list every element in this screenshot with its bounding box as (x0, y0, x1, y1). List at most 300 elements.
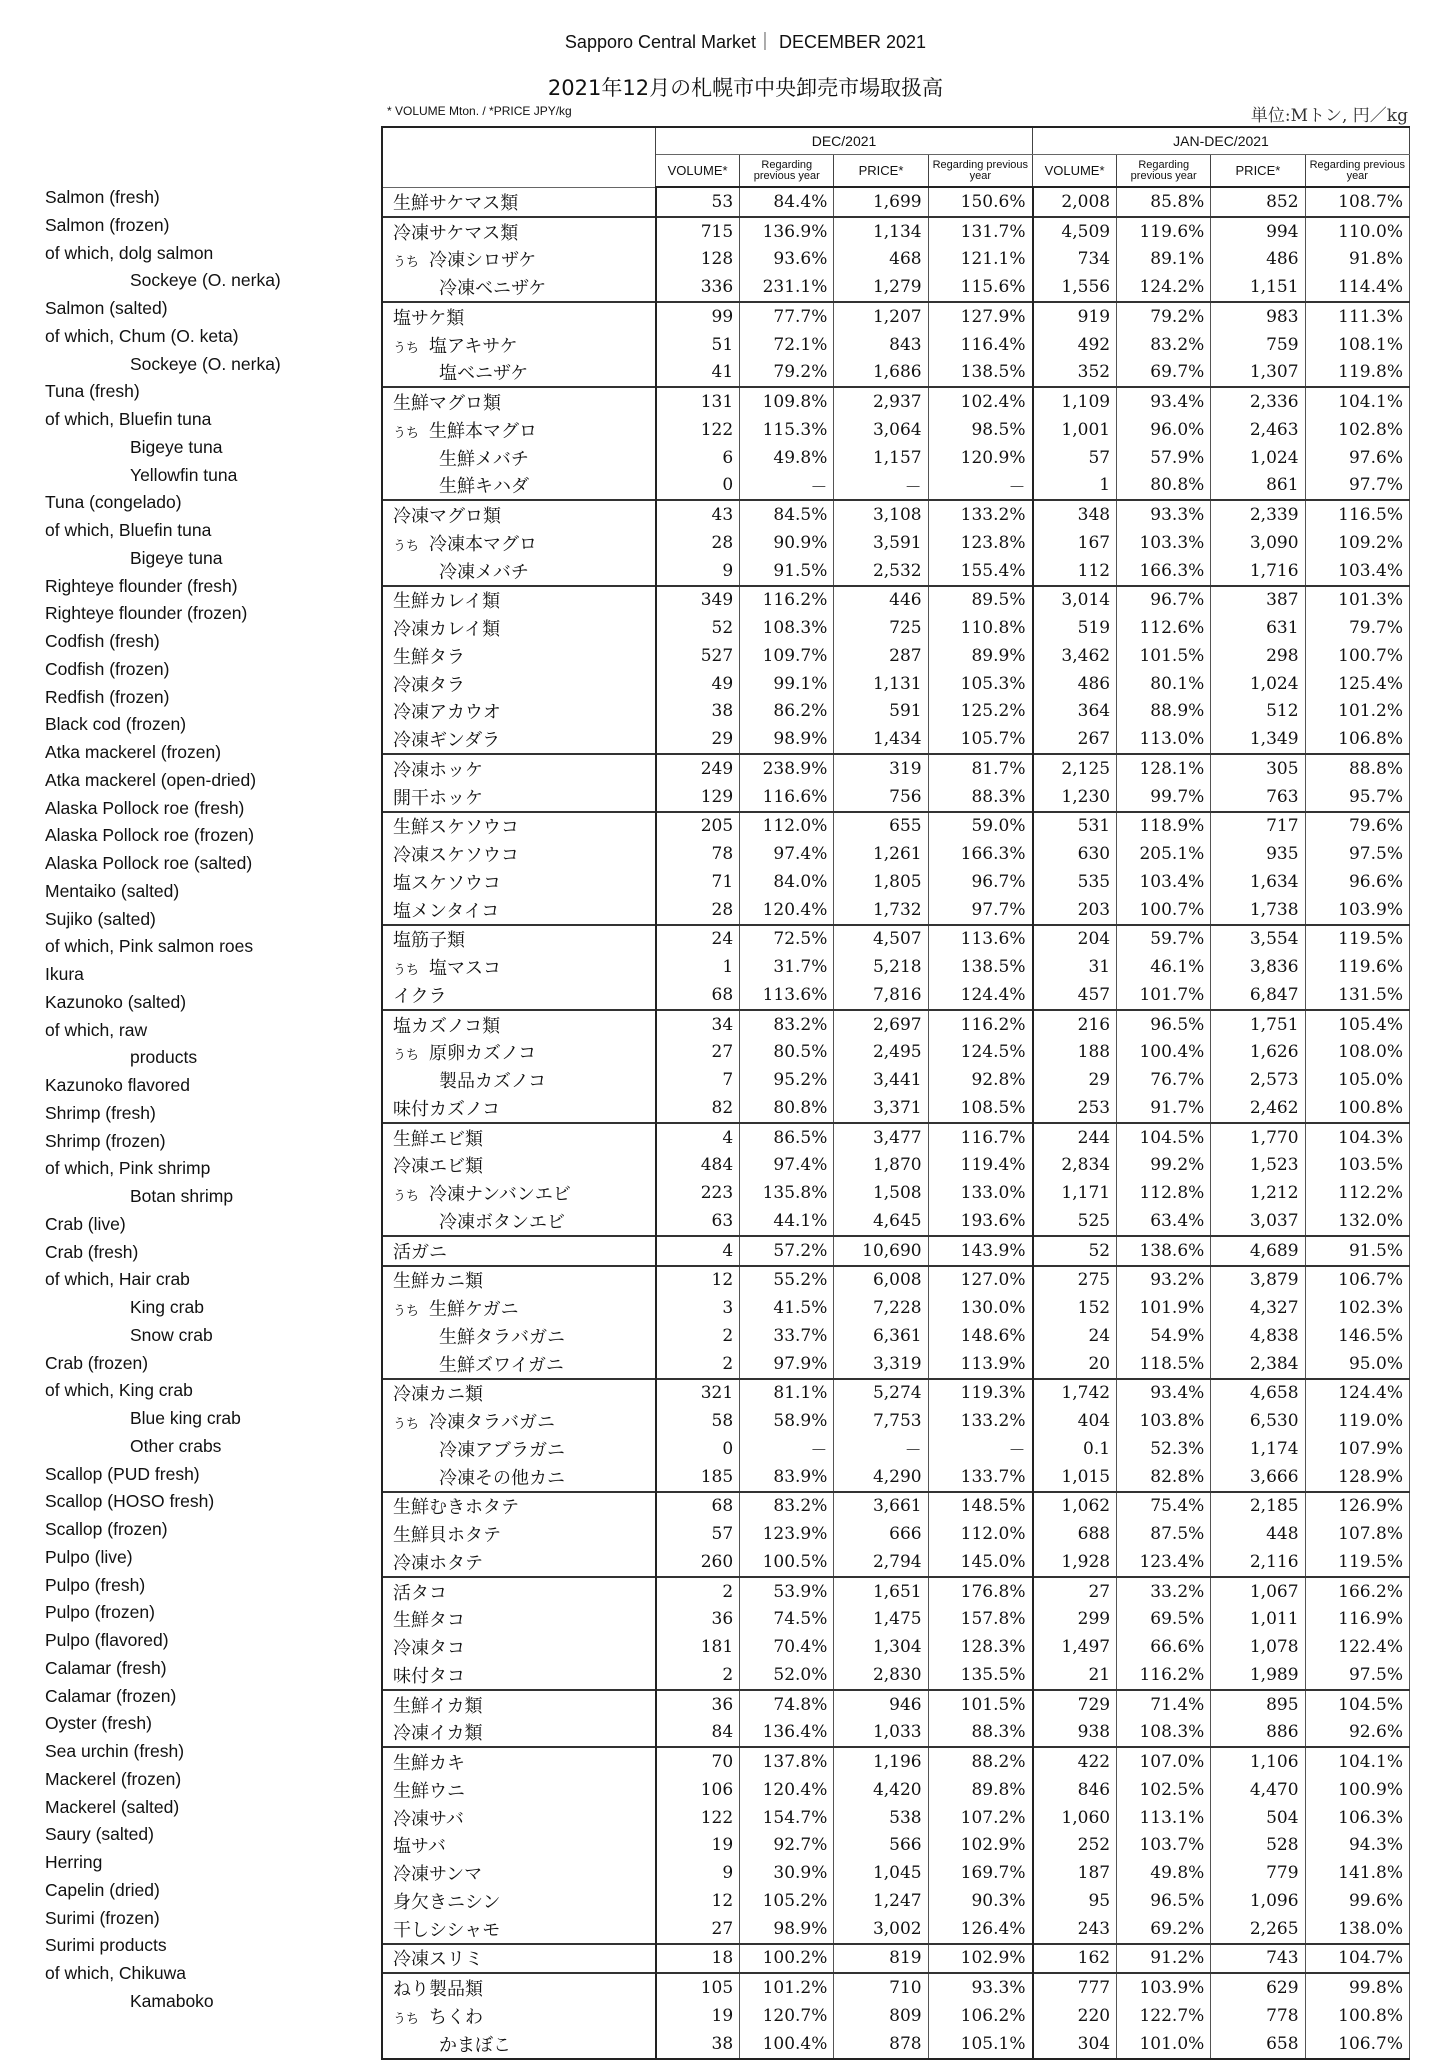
value-cell: 99.1% (740, 670, 834, 698)
value-cell: 122.7% (1117, 2002, 1211, 2030)
value-cell: 97.4% (740, 1152, 834, 1180)
value-cell: 468 (834, 246, 928, 274)
value-cell: 6,530 (1211, 1407, 1305, 1435)
value-cell: 152 (1033, 1294, 1117, 1322)
value-cell: 95 (1033, 1887, 1117, 1915)
table-row (382, 1832, 1410, 1860)
table-row (382, 868, 1410, 896)
value-cell: 2,697 (834, 1010, 928, 1039)
value-cell: 58 (656, 1407, 740, 1435)
value-cell: 54.9% (1117, 1322, 1211, 1350)
value-cell: 6,008 (834, 1266, 928, 1295)
value-cell: 1,045 (834, 1859, 928, 1887)
value-cell: 113.6% (928, 925, 1032, 954)
jp-item-text: 冷凍サケマス類 (393, 222, 519, 244)
table-row (382, 500, 1410, 529)
row-label: Herring (45, 1852, 103, 1872)
table-row (382, 2002, 1410, 2030)
value-cell: 31 (1033, 953, 1117, 981)
value-cell: 1,174 (1211, 1435, 1305, 1463)
jp-item-name (382, 925, 656, 954)
value-cell: 504 (1211, 1804, 1305, 1832)
value-cell: 108.7% (1305, 187, 1409, 217)
jp-item-name (382, 1207, 656, 1236)
value-cell: 166.3% (928, 840, 1032, 868)
value-cell: 79.6% (1305, 812, 1409, 841)
jp-item-text: 冷凍カレイ類 (393, 619, 501, 641)
value-cell: 79.2% (740, 359, 834, 388)
value-cell: 128.3% (928, 1633, 1032, 1661)
row-label: Salmon (fresh) (45, 187, 160, 207)
value-cell: 231.1% (740, 273, 834, 302)
table-row (382, 840, 1410, 868)
value-cell: 763 (1211, 783, 1305, 812)
value-cell: 519 (1033, 614, 1117, 642)
value-cell: 80.8% (740, 1094, 834, 1123)
value-cell: 41 (656, 359, 740, 388)
jp-item-text: 活タコ (393, 1582, 447, 1604)
table-row (382, 1944, 1410, 1974)
value-cell: 138.6% (1117, 1236, 1211, 1266)
value-cell: 321 (656, 1379, 740, 1408)
group-header-dec: DEC/2021 (656, 127, 1033, 155)
value-cell: 3,319 (834, 1350, 928, 1379)
value-cell: 3,666 (1211, 1463, 1305, 1492)
value-cell: 84.0% (740, 868, 834, 896)
row-label: Oyster (fresh) (45, 1713, 152, 1734)
jp-item-name (382, 2002, 656, 2030)
value-cell: 93.6% (740, 246, 834, 274)
row-label: Surimi (frozen) (45, 1907, 160, 1928)
value-cell: 96.5% (1117, 1887, 1211, 1915)
table-row (382, 387, 1410, 416)
jp-item-text: 冷凍メバチ (439, 561, 529, 583)
value-cell: 112.2% (1305, 1179, 1409, 1207)
value-cell: 123.9% (740, 1520, 834, 1548)
value-cell: 446 (834, 586, 928, 615)
value-cell: 110.8% (928, 614, 1032, 642)
table-row (382, 1548, 1410, 1577)
value-cell: 27 (1033, 1577, 1117, 1606)
value-cell: 96.0% (1117, 416, 1211, 444)
jp-item-text: 冷凍タラバガニ (429, 1412, 556, 1434)
table-row (382, 472, 1410, 501)
jp-item-name (382, 246, 656, 274)
value-cell: 715 (656, 217, 740, 246)
value-cell: 71 (656, 868, 740, 896)
jp-item-text: 冷凍ホッケ (393, 759, 483, 781)
value-cell: 484 (656, 1152, 740, 1180)
value-cell: 2,185 (1211, 1492, 1305, 1521)
value-cell: 100.2% (740, 1944, 834, 1974)
value-cell: 1,742 (1033, 1379, 1117, 1408)
value-cell: 176.8% (928, 1577, 1032, 1606)
value-cell: 133.0% (928, 1179, 1032, 1207)
value-cell: 3,064 (834, 416, 928, 444)
value-cell: 658 (1211, 2030, 1305, 2059)
value-cell: 101.5% (1117, 642, 1211, 670)
jp-item-name (382, 1350, 656, 1379)
table-row (382, 896, 1410, 925)
of-which-marker: うち (393, 2011, 420, 2027)
value-cell: 299 (1033, 1606, 1117, 1634)
value-cell: 267 (1033, 725, 1117, 754)
value-cell: 74.8% (740, 1690, 834, 1719)
jp-item-text: 冷凍ナンバンエビ (429, 1184, 571, 1206)
value-cell: 1,207 (834, 302, 928, 331)
jp-item-name (382, 1407, 656, 1435)
value-cell: 143.9% (928, 1236, 1032, 1266)
row-label: of which, Bluefin tuna (45, 409, 212, 429)
value-cell: 96.7% (1117, 586, 1211, 615)
row-label: of which, Pink shrimp (45, 1158, 211, 1179)
jp-item-name (382, 500, 656, 529)
value-cell: 102.9% (928, 1832, 1032, 1860)
row-label: of which, dolg salmon (45, 242, 214, 263)
value-cell: 59.0% (928, 812, 1032, 841)
value-cell: 3,014 (1033, 586, 1117, 615)
table-row (382, 783, 1410, 812)
value-cell: 34 (656, 1010, 740, 1039)
value-cell: 101.5% (928, 1690, 1032, 1719)
value-cell: 1,247 (834, 1887, 928, 1915)
jp-item-name (382, 472, 656, 501)
value-cell: 4,645 (834, 1207, 928, 1236)
jp-item-name (382, 896, 656, 925)
value-cell: 861 (1211, 472, 1305, 501)
value-cell: 12 (656, 1266, 740, 1295)
value-cell: 136.9% (740, 217, 834, 246)
value-cell: 187 (1033, 1859, 1117, 1887)
value-cell: 777 (1033, 1973, 1117, 2002)
jp-item-text: 生鮮タラ (393, 646, 465, 668)
value-cell: 125.2% (928, 698, 1032, 726)
value-cell: 104.5% (1305, 1690, 1409, 1719)
value-cell: 104.3% (1305, 1123, 1409, 1152)
value-cell: 86.2% (740, 698, 834, 726)
value-cell: 935 (1211, 840, 1305, 868)
value-cell: 304 (1033, 2030, 1117, 2059)
value-cell: 116.2% (1117, 1661, 1211, 1690)
value-cell: 2 (656, 1661, 740, 1690)
value-cell: 1,434 (834, 725, 928, 754)
value-cell: 115.3% (740, 416, 834, 444)
jp-item-text: 生鮮メバチ (439, 448, 529, 470)
jp-item-text: 原卵カズノコ (429, 1043, 537, 1065)
value-cell: 4,290 (834, 1463, 928, 1492)
value-cell: 124.4% (1305, 1379, 1409, 1408)
row-label: of which, Bluefin tuna (45, 520, 212, 540)
value-cell: 103.5% (1305, 1152, 1409, 1180)
of-which-marker: うち (393, 425, 420, 441)
value-cell: 154.7% (740, 1804, 834, 1832)
jp-item-text: 冷凍ホタテ (393, 1552, 483, 1574)
jp-item-text: 冷凍シロザケ (429, 250, 537, 272)
value-cell: 717 (1211, 812, 1305, 841)
value-cell: 113.0% (1117, 725, 1211, 754)
value-cell: 121.1% (928, 246, 1032, 274)
value-cell: 44.1% (740, 1207, 834, 1236)
value-cell: 112.6% (1117, 614, 1211, 642)
value-cell: 96.6% (1305, 868, 1409, 896)
value-cell: 734 (1033, 246, 1117, 274)
value-cell: 125.4% (1305, 670, 1409, 698)
value-cell: 655 (834, 812, 928, 841)
value-cell: 94.3% (1305, 1832, 1409, 1860)
value-cell: 33.7% (740, 1322, 834, 1350)
value-cell: 275 (1033, 1266, 1117, 1295)
value-cell: 133.2% (928, 1407, 1032, 1435)
value-cell: 81.7% (928, 754, 1032, 783)
value-cell: 49.8% (740, 444, 834, 472)
value-cell: 729 (1033, 1690, 1117, 1719)
value-cell: 2,462 (1211, 1094, 1305, 1123)
value-cell: 70.4% (740, 1633, 834, 1661)
value-cell: 99 (656, 302, 740, 331)
value-cell: 100.5% (740, 1548, 834, 1577)
value-cell: 133.7% (928, 1463, 1032, 1492)
value-cell: 98.9% (740, 1915, 834, 1944)
value-cell: 486 (1211, 246, 1305, 274)
row-label: of which, Chikuwa (45, 1963, 187, 1983)
jp-item-name (382, 840, 656, 868)
value-cell: 91.5% (1305, 1236, 1409, 1266)
value-cell: 27 (656, 1039, 740, 1067)
value-cell: 83.2% (740, 1492, 834, 1521)
value-cell: 260 (656, 1548, 740, 1577)
value-cell: 167 (1033, 529, 1117, 557)
jp-item-text: 冷凍サバ (393, 1808, 464, 1830)
value-cell: 105.2% (740, 1887, 834, 1915)
value-cell: 95.7% (1305, 783, 1409, 812)
row-label: Kamaboko (130, 1990, 214, 2011)
value-cell: 118.9% (1117, 812, 1211, 841)
value-cell: 205.1% (1117, 840, 1211, 868)
value-cell: 666 (834, 1520, 928, 1548)
value-cell: 1,732 (834, 896, 928, 925)
japanese-title: 2021年12月の札幌市中央卸売市場取扱高 (547, 76, 944, 100)
table-row (382, 273, 1410, 302)
value-cell: 97.4% (740, 840, 834, 868)
value-cell: 46.1% (1117, 953, 1211, 981)
value-cell: 7,753 (834, 1407, 928, 1435)
jp-item-name (382, 1804, 656, 1832)
jp-item-text: 塩筋子類 (393, 930, 465, 952)
table-row (382, 1776, 1410, 1804)
value-cell: 1,349 (1211, 725, 1305, 754)
value-cell: 92.7% (740, 1832, 834, 1860)
jp-item-text: 塩カズノコ類 (393, 1015, 501, 1037)
value-cell: 80.8% (1117, 472, 1211, 501)
value-cell: 108.5% (928, 1094, 1032, 1123)
value-cell: 104.5% (1117, 1123, 1211, 1152)
value-cell: 116.9% (1305, 1606, 1409, 1634)
jp-item-text: 冷凍その他カニ (439, 1467, 565, 1489)
value-cell: 118.5% (1117, 1350, 1211, 1379)
jp-item-text: 生鮮サケマス類 (393, 192, 519, 214)
value-cell: 525 (1033, 1207, 1117, 1236)
row-label: Crab (fresh) (45, 1241, 139, 1262)
table-row (382, 953, 1410, 981)
value-cell: 123.4% (1117, 1548, 1211, 1577)
value-cell: 127.0% (928, 1266, 1032, 1295)
value-cell: 243 (1033, 1915, 1117, 1944)
value-cell: 203 (1033, 896, 1117, 925)
value-cell: 169.7% (928, 1859, 1032, 1887)
table-row (382, 187, 1410, 217)
jp-item-text: 塩スケソウコ (393, 872, 501, 894)
value-cell: － (740, 472, 834, 501)
value-cell: 97.7% (928, 896, 1032, 925)
value-cell: 135.8% (740, 1179, 834, 1207)
value-cell: 132.0% (1305, 1207, 1409, 1236)
value-cell: 112.0% (740, 812, 834, 841)
value-cell: 141.8% (1305, 1859, 1409, 1887)
value-cell: 1,078 (1211, 1633, 1305, 1661)
value-cell: 38 (656, 698, 740, 726)
value-cell: 96.5% (1117, 1010, 1211, 1039)
value-cell: 2,463 (1211, 416, 1305, 444)
value-cell: 631 (1211, 614, 1305, 642)
jp-item-text: ちくわ (429, 2006, 484, 2028)
jp-item-name (382, 1859, 656, 1887)
value-cell: 63 (656, 1207, 740, 1236)
value-cell: 18 (656, 1944, 740, 1974)
value-cell: 97.5% (1305, 1661, 1409, 1690)
jp-item-name (382, 1690, 656, 1719)
jp-item-text: 生鮮イカ類 (393, 1695, 483, 1717)
value-cell: 404 (1033, 1407, 1117, 1435)
value-cell: 101.2% (1305, 698, 1409, 726)
value-cell: 97.6% (1305, 444, 1409, 472)
jp-item-name (382, 1915, 656, 1944)
jp-item-text: 冷凍アカウオ (393, 702, 501, 724)
value-cell: 535 (1033, 868, 1117, 896)
jp-item-text: かまぼこ (439, 2034, 511, 2056)
jp-item-text: 冷凍イカ類 (393, 1723, 483, 1745)
value-cell: － (928, 1435, 1032, 1463)
table-row (382, 1435, 1410, 1463)
row-label: Kazunoko (salted) (45, 991, 187, 1012)
value-cell: － (928, 472, 1032, 501)
value-cell: 52 (1033, 1236, 1117, 1266)
value-cell: 1,523 (1211, 1152, 1305, 1180)
value-cell: 103.4% (1117, 868, 1211, 896)
units-label: 単位:Mトン, 円／kg (1250, 106, 1408, 126)
value-cell: 128.1% (1117, 754, 1211, 783)
value-cell: 95.0% (1305, 1350, 1409, 1379)
value-cell: 895 (1211, 1690, 1305, 1719)
table-row (382, 1719, 1410, 1748)
value-cell: 1,634 (1211, 868, 1305, 896)
value-cell: 24 (656, 925, 740, 954)
value-cell: 88.9% (1117, 698, 1211, 726)
jp-item-text: 塩メンタイコ (393, 900, 500, 922)
value-cell: 29 (1033, 1066, 1117, 1094)
value-cell: 3,462 (1033, 642, 1117, 670)
value-cell: 138.0% (1305, 1915, 1409, 1944)
value-cell: 1,024 (1211, 444, 1305, 472)
value-cell: 99.7% (1117, 783, 1211, 812)
value-cell: 92.8% (928, 1066, 1032, 1094)
table-row (382, 1690, 1410, 1719)
value-cell: 33.2% (1117, 1577, 1211, 1606)
row-label: Pulpo (fresh) (45, 1574, 146, 1595)
jp-item-name (382, 1520, 656, 1548)
value-cell: 287 (834, 642, 928, 670)
value-cell: 0 (656, 472, 740, 501)
market-data-table (381, 126, 1410, 2060)
value-cell: 4,658 (1211, 1379, 1305, 1408)
value-cell: 69.7% (1117, 359, 1211, 388)
value-cell: 135.5% (928, 1661, 1032, 1690)
value-cell: 512 (1211, 698, 1305, 726)
jp-item-name (382, 444, 656, 472)
value-cell: 4,838 (1211, 1322, 1305, 1350)
value-cell: 1,096 (1211, 1887, 1305, 1915)
jp-item-name (382, 1266, 656, 1295)
value-cell: 122 (656, 1804, 740, 1832)
value-cell: 145.0% (928, 1548, 1032, 1577)
jp-item-text: 冷凍タコ (393, 1638, 465, 1660)
jp-item-text: 冷凍アブラガニ (439, 1439, 565, 1461)
jp-item-name (382, 331, 656, 359)
value-cell: 99.8% (1305, 1973, 1409, 2002)
row-label: Sea urchin (fresh) (45, 1741, 185, 1761)
value-cell: 150.6% (928, 187, 1032, 217)
jp-item-text: 冷凍エビ類 (393, 1156, 483, 1178)
value-cell: 103.3% (1117, 529, 1211, 557)
value-cell: 1 (656, 953, 740, 981)
value-cell: 162 (1033, 1944, 1117, 1974)
jp-item-text: 生鮮タラバガニ (439, 1326, 565, 1348)
group-header-jan-dec: JAN-DEC/2021 (1033, 127, 1410, 155)
value-cell: 1,279 (834, 273, 928, 302)
value-cell: 109.8% (740, 387, 834, 416)
value-cell: 122 (656, 416, 740, 444)
value-cell: 100.8% (1305, 1094, 1409, 1123)
value-cell: 1,738 (1211, 896, 1305, 925)
value-cell: 101.2% (740, 1973, 834, 2002)
value-cell: 148.5% (928, 1492, 1032, 1521)
jp-item-text: 冷凍マグロ類 (393, 506, 501, 528)
value-cell: 55.2% (740, 1266, 834, 1295)
value-cell: 6,361 (834, 1322, 928, 1350)
jp-item-name (382, 1236, 656, 1266)
table-row (382, 812, 1410, 841)
value-cell: 2,008 (1033, 187, 1117, 217)
jp-item-name (382, 529, 656, 557)
jp-item-text: 生鮮スケソウコ (393, 817, 519, 839)
value-cell: 93.3% (1117, 500, 1211, 529)
jp-item-name (382, 557, 656, 586)
value-cell: 78 (656, 840, 740, 868)
value-cell: 759 (1211, 331, 1305, 359)
value-cell: 0.1 (1033, 1435, 1117, 1463)
value-cell: 115.6% (928, 273, 1032, 302)
table-row (382, 1152, 1410, 1180)
table-row (382, 1915, 1410, 1944)
column-header: VOLUME* (1033, 155, 1117, 188)
row-label: Yellowfin tuna (130, 464, 238, 485)
table-row (382, 1606, 1410, 1634)
value-cell: 1,497 (1033, 1633, 1117, 1661)
value-cell: 252 (1033, 1832, 1117, 1860)
value-cell: 1,626 (1211, 1039, 1305, 1067)
value-cell: 126.4% (928, 1915, 1032, 1944)
value-cell: 223 (656, 1179, 740, 1207)
row-label: Ikura (45, 964, 84, 984)
